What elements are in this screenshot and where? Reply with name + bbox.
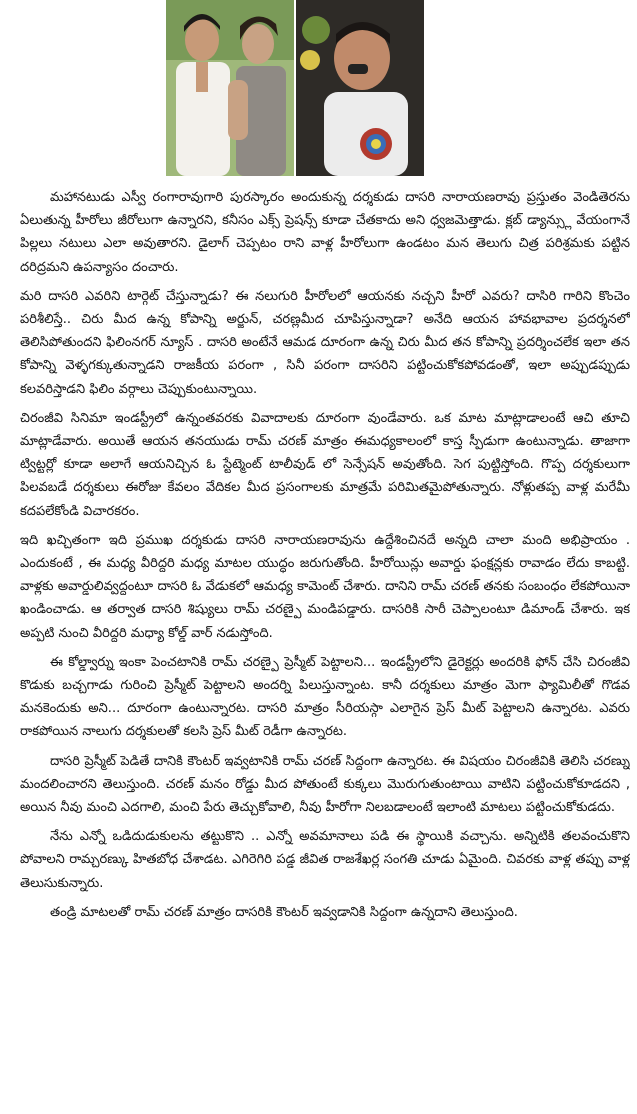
article-body: [20, 186, 630, 1106]
article-paragraph: దాసరి ప్రెస్మీట్ పెడితే దానికి కౌంటర్ ఇవ్వటానికి రామ్ చరణ్ సిద్దంగా ఉన్నారట. ఈ విషయం చిరంజీవికి తెలిసి చరణ్ను మందలించారని తెలుస్తుంది. చరణ్ మనం రోడ్డు మీద పోతుంటే కుక్కలు మొరుగుతుంటాయి వాటిని పట్టించుకోకూడదని , అయిన నీవు మంచి ఎదగాలి, మంచి పేరు తెచ్చుకోవాలి, నీవు హీరోగా నిలబడాలంటే ఇలాంటి మాటలు పట్టించుకోకుడదు.: [20, 753, 630, 816]
article-paragraph: మరి దాసరి ఎవరిని టార్గెట్ చేస్తున్నాడు? ఈ నలుగురి హీరోలలో ఆయనకు నచ్చని హీరో ఎవరు? దాసిరి గారిని కొంచెం పరిశీలిస్తే.. చిరు మీద ఉన్న కోపాన్ని అర్జున్, చరణ్లమీద చూపిస్తున్నాడా? అనేది ఆయన హావభావాల ప్రదర్శనలో తెలిసిపోతుందని ఫిలింనగర్ న్యూస్ . దాసరి అంటేనే ఆమడ దూరంగా ఉన్న చిరు మీద తన కోపాన్ని ప్రదర్శించలేక ఇలా తన కోపాన్ని వెళ్ళగక్కుతున్నాడని రాజకీయ పరంగా , సినీ పరంగా దాసరిని పట్టించుకోకపోవడంతో, ఇలా అప్పుడప్పుడు కలవరిస్తాడని ఫిలిం వర్గాలు చెప్పుకుంటున్నాయి.: [20, 288, 630, 397]
article-paragraph: ఇది ఖచ్చితంగా ఇది ప్రముఖ దర్శకుడు దాసరి నారాయణరావును ఉద్దేశించినదే అన్నది చాలా మంది అభిప్రాయం . ఎందుకంటే , ఈ మధ్య వీరిద్దరి మధ్య మాటల యుద్ధం జరుగుతోంది. హీరోయిన్లు అవార్డు ఫంక్షన్లకు రావాడం లేదు కాబట్టి. వాళ్లకు అవార్డులివ్వద్దంటూ దాసరి ఓ వేడుకలో ఆమధ్య కామెంట్ చేశారు. దానిని రామ్ చరణ్ తనకు సంబంధం లేకపోయినా ఖండించాడు. ఆ తర్వాత దాసరి శిష్యులు రామ్ చరణ్పై మండిపడ్డారు. దాసరికి సారీ చెప్పాలంటూ డిమాండ్ చేశారు. ఇక అప్పటి నుంచి వీరిద్దరి మధ్యా కోల్డ్ వార్ నడుస్తోంది.: [20, 532, 630, 641]
article-paragraph: చిరంజీవి సినిమా ఇండస్ట్రీలో ఉన్నంతవరకు వివాదాలకు దూరంగా వుండేవారు. ఒక మాట మాట్లాడాలంటే ఆచి తూచి మాట్లాడేవారు. అయితే ఆయన తనయుడు రామ్ చరణ్ మాత్రం ఈమధ్యకాలంలో కాస్త స్పీడుగా ఉంటున్నాడు. తాజాగా ట్విట్టర్లో కూడా అలాగే ఆయనిచ్చిన ఓ స్టేట్మెంట్ టాలీవుడ్ లో సెన్సేషన్ అవుతోంది. సెగ పుట్టిస్తోంది. గొప్ప దర్శకులుగా పిలవబడే దర్శకులు ఈరోజు కేవలం వేదికల మీద ప్రసంగాలకు మాత్రమే పరిమితమైపోతున్నారు. నోళ్లుతప్ప వాళ్ల మరేమీ కదపలేకోండి విచారకరం.: [20, 410, 630, 519]
dasari-illustration: [296, 0, 424, 176]
article-paragraph: ఈ కోల్డ్వార్ను ఇంకా పెంచటానికి రామ్ చరణ్పై ప్రెస్మీట్ పెట్టాలని... ఇండస్ట్రీలోని డైరెక్టర్లు అందరికి ఫోన్ చేసి చిరంజీవి కొడుకు బచ్చగాడు గురించి ప్రెస్మీట్ పెట్టాలని అందర్ని పిలుస్తున్నాంట. కానీ దర్శకులు మాత్రం మెగా ఫ్యామిలీతో గొడవ మనకెందుకు అని... దూరంగా ఉంటున్నారట. దాసరి మాత్రం సీరియస్గా ఎలాగైన ప్రెస్ మీట్ పెట్టాలని ఉన్నారట. ఎవరు రాకపోయిన నాలుగు దర్శకులతో కలసి ప్రెస్ మీట్ రెడీగా ఉన్నారట.: [20, 654, 630, 740]
chiranjeevi-ram-charan-illustration: [166, 0, 294, 176]
dasari-narayana-rao-photo: [296, 0, 424, 176]
article-paragraph: మహానటుడు ఎస్వీ రంగారావుగారి పురస్కారం అందుకున్న దర్శకుడు దాసరి నారాయణరావు ప్రస్తుతం వెండితెరను ఏలుతున్న హీరోలు జీరోలుగా ఉన్నారని, కనీసం ఎక్స్ ప్రెషన్స్ కూడా చేతకాదు అని ధ్వజమెత్తాడు. క్లబ్ డ్యాన్స్లు వేయంగానే పిల్లలు నటులు ఎలా అవుతారని. డైలాగ్ చెప్పటం రాని వాళ్ల హీరోలుగా ఉండటం మన తెలుగు చిత్ర పరిశ్రమకు పట్టిన దరిద్రమని ఉపన్యాసం దంచారు.: [20, 190, 630, 275]
article-paragraph: నేను ఎన్నో ఒడిదుడుకులను తట్టుకొని .. ఎన్నో అవమానాలు పడి ఈ స్థాయికి వచ్చాను. అన్నిటికి తలవంచుకొని పోవాలని రామ్చరణ్కు హితబోధ చేశాడట. ఎగిరెగిరి పడ్డ జీవిత రాజశేఖర్ల సంగతి చూడు ఏమైంది. చివరకు వాళ్ల తప్పు వాళ్ల తెలుసుకున్నారు.: [20, 829, 630, 891]
chiranjeevi-ram-charan-photo: [166, 0, 294, 176]
article-paragraph: తండ్రి మాటలతో రామ్ చరణ్ మాత్రం దాసరికి కౌంటర్ ఇవ్వడానికి సిద్దంగా ఉన్నదాని తెలుస్తుంది.: [50, 904, 518, 920]
header-photo-strip: [166, 0, 424, 176]
